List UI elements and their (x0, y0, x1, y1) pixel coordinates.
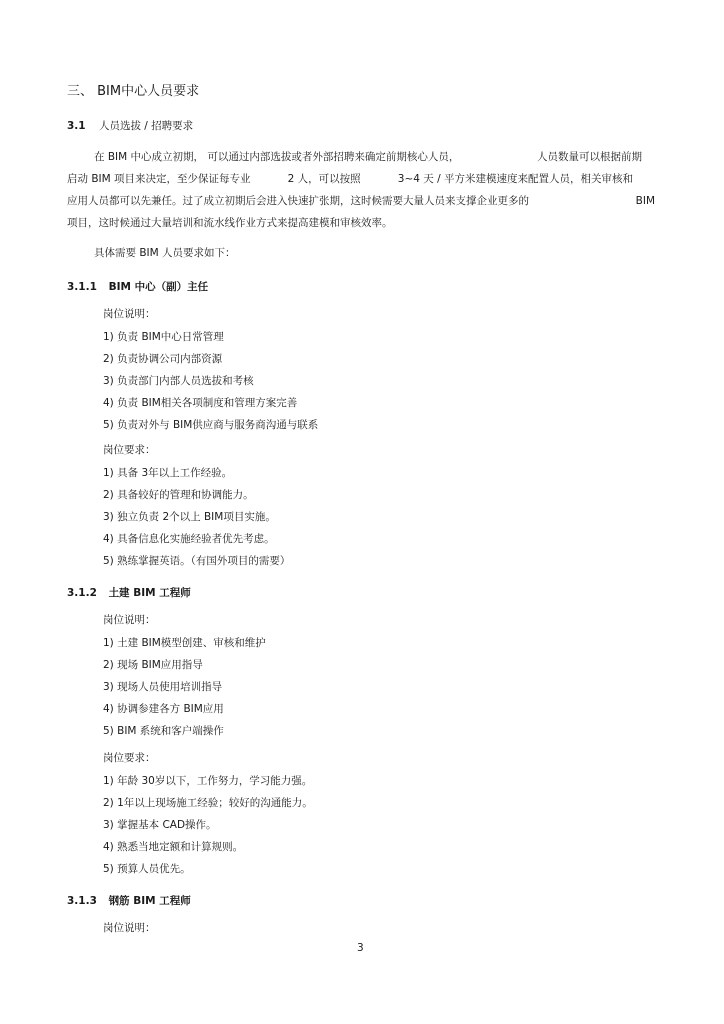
list-item: 4) 熟悉当地定额和计算规则。 (103, 841, 244, 853)
list-item: 5) 负责对外与 BIM供应商与服务商沟通与联系 (103, 419, 319, 431)
subsection-heading-3-1-2 (67, 586, 191, 600)
intro-line-2-part-c: 3~4 天 / 平方米建模速度来配置人员，相关审核和 (397, 173, 633, 185)
subsection-number: 3.1.2 (67, 587, 97, 599)
intro-line-1-part-a: 在 BIM 中心成立初期， 可以通过内部选拔或者外部招聘来确定前期核心人员， (94, 151, 460, 163)
subsection-heading-3-1 (67, 119, 193, 133)
desc-label: 岗位说明： (103, 614, 156, 626)
list-item: 4) 具备信息化实施经验者优先考虑。 (103, 533, 275, 545)
intro-line-5: 具体需要 BIM 人员要求如下： (94, 247, 236, 259)
intro-line-2 (67, 172, 633, 186)
intro-line-2-part-b: 2 人，可以按照 (287, 173, 361, 185)
subsection-title: 土建 BIM 工程师 (108, 587, 191, 599)
list-item: 2) 负责协调公司内部资源 (103, 353, 223, 365)
subsection-heading-3-1-1 (67, 280, 208, 294)
list-item: 2) 现场 BIM应用指导 (103, 659, 203, 671)
intro-line-2-part-a: 启动 BIM 项目来决定，至少保证每专业 (67, 173, 251, 185)
intro-line-3 (67, 194, 655, 208)
list-item: 3) 负责部门内部人员选拔和考核 (103, 375, 254, 387)
list-item: 3) 现场人员使用培训指导 (103, 681, 223, 693)
subsection-title: BIM 中心（副）主任 (108, 281, 209, 293)
list-item: 5) 熟练掌握英语。（有国外项目的需要） (103, 555, 291, 567)
list-item: 3) 掌握基本 CAD操作。 (103, 819, 217, 831)
desc-label: 岗位说明： (103, 308, 156, 320)
subsection-number: 3.1.3 (67, 895, 97, 907)
list-item: 1) 年龄 30岁以下，工作努力，学习能力强。 (103, 775, 313, 787)
req-label: 岗位要求： (103, 752, 156, 764)
subsection-heading-3-1-3 (67, 894, 191, 908)
req-label: 岗位要求： (103, 444, 156, 456)
list-item: 2) 1年以上现场施工经验；较好的沟通能力。 (103, 797, 313, 809)
list-item: 4) 负责 BIM相关各项制度和管理方案完善 (103, 397, 298, 409)
section-heading (67, 83, 199, 101)
subsection-title: 钢筋 BIM 工程师 (108, 895, 191, 907)
intro-line-4: 项目，这时候通过大量培训和流水线作业方式来提高建模和审核效率。 (67, 217, 393, 229)
desc-label: 岗位说明： (103, 922, 156, 934)
list-item: 4) 协调参建各方 BIM应用 (103, 703, 224, 715)
list-item: 3) 独立负责 2个以上 BIM项目实施。 (103, 511, 276, 523)
list-item: 5) 预算人员优先。 (103, 863, 191, 875)
subsection-title: 人员选拔 / 招聘要求 (98, 120, 194, 132)
list-item: 2) 具备较好的管理和协调能力。 (103, 489, 254, 501)
page-number: 3 (357, 942, 364, 954)
list-item: 1) 具备 3年以上工作经验。 (103, 467, 233, 479)
list-item: 1) 土建 BIM模型创建、审核和维护 (103, 637, 266, 649)
section-heading-text: 三、 BIM中心人员要求 (67, 84, 200, 99)
intro-line-1 (94, 150, 642, 164)
list-item: 1) 负责 BIM中心日常管理 (103, 331, 224, 343)
intro-line-1-part-b: 人员数量可以根据前期 (537, 151, 642, 163)
subsection-number: 3.1.1 (67, 281, 97, 293)
intro-line-3-part-b: BIM (635, 195, 655, 207)
intro-line-3-part-a: 应用人员都可以先兼任。过了成立初期后会进入快速扩张期，这时候需要大量人员来支撑企业更多的 (67, 195, 529, 207)
subsection-number: 3.1 (67, 120, 86, 132)
list-item: 5) BIM 系统和客户端操作 (103, 725, 224, 737)
